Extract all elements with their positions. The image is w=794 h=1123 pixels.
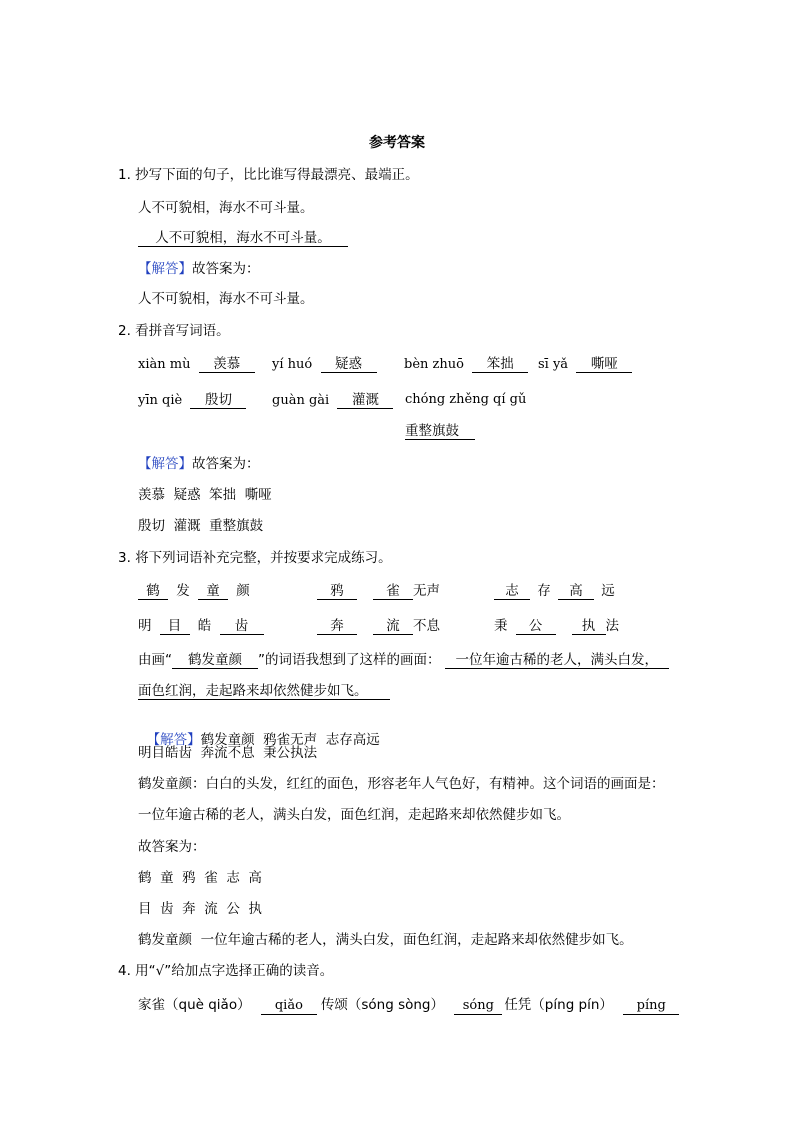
q2-answer-blank: 灌溉 <box>337 392 393 409</box>
q3-suffix: 法 <box>605 618 619 634</box>
q3-blank: 雀 <box>373 583 413 600</box>
q3-blank: 齿 <box>220 618 264 635</box>
q2-answer-blank: 疑惑 <box>321 356 377 373</box>
q3-blank: 执 <box>572 618 606 635</box>
pinyin: bèn zhuō <box>404 357 464 372</box>
q4-answer-blank: sóng <box>454 998 502 1015</box>
q1-result: 人不可貌相，海水不可斗量。 <box>138 291 314 307</box>
q3-blank: 志 <box>494 583 530 600</box>
q3-blank: 鸦 <box>317 583 357 600</box>
question-4: 4. 用“√”给加点字选择正确的读音。 <box>118 963 334 979</box>
pinyin: chóng zhěng qí gǔ <box>405 392 527 407</box>
q3-answer-line: 鹤发童颜 鸦雀无声 志存高远 <box>200 732 380 748</box>
q2-answer-blank: 嘶哑 <box>576 356 632 373</box>
pinyin: yí huó <box>272 357 313 372</box>
answer-tag: 【解答】 <box>138 456 192 472</box>
pinyin: sī yǎ <box>538 357 569 372</box>
q3-char: 发 <box>176 583 190 599</box>
result-label: 故答案为： <box>192 456 260 472</box>
q4-answer-blank: qiǎo <box>261 998 317 1015</box>
q2-answer-blank: 羡慕 <box>199 356 255 373</box>
answer-tag: 【解答】 <box>146 732 201 748</box>
q3-result-line: 鹤发童颜 一位年逾古稀的老人，满头白发，面色红润，走起路来却依然健步如飞。 <box>138 932 633 948</box>
q2-answer-blank: 笨拙 <box>472 356 528 373</box>
q3-explanation: 鹤发童颜：白白的头发，红红的面色，形容老年人气色好，有精神。这个词语的画面是： <box>138 776 665 792</box>
q3-prompt-blank: 鹤发童颜 <box>172 652 258 669</box>
q3-blank: 奔 <box>317 618 357 635</box>
q4-answer-blank: píng <box>623 998 679 1015</box>
q3-prompt-answer: 一位年逾古稀的老人，满头白发， <box>445 652 669 669</box>
question-1: 1. 抄写下面的句子，比比谁写得最漂亮、最端正。 <box>118 167 419 183</box>
q3-char: 颜 <box>236 583 250 599</box>
pinyin: guàn gài <box>272 393 330 408</box>
q3-prompt-text: 由画“ <box>138 652 172 668</box>
question-3: 3. 将下列词语补充完整，并按要求完成练习。 <box>118 550 392 566</box>
q3-char: 存 <box>537 583 551 599</box>
q3-blank: 公 <box>516 618 556 635</box>
q2-result-line: 殷切 灌溉 重整旗鼓 <box>138 518 264 534</box>
q3-result-line: 目 齿 奔 流 公 执 <box>138 901 262 917</box>
q3-prompt-answer: 面色红润，走起路来却依然健步如飞。 <box>138 683 390 700</box>
q3-prompt-text: ”的词语我想到了这样的画面： <box>258 652 441 668</box>
q3-blank: 流 <box>373 618 413 635</box>
pinyin: yīn qiè <box>138 393 183 408</box>
q1-sentence: 人不可貌相，海水不可斗量。 <box>138 200 314 216</box>
q3-result-line: 鹤 童 鸦 雀 志 高 <box>138 870 262 886</box>
q3-blank: 童 <box>198 583 228 600</box>
q3-blank: 目 <box>160 618 190 635</box>
q3-blank: 鹤 <box>138 583 168 600</box>
q4-word: 任凭（píng pín） <box>504 997 613 1013</box>
q4-word: 家雀（què qiǎo） <box>138 997 251 1013</box>
q3-suffix: 无声 <box>413 583 440 599</box>
q1-answer-line: 人不可貌相，海水不可斗量。 <box>138 230 348 247</box>
q3-char: 远 <box>601 583 615 599</box>
q4-word: 传颂（sóng sòng） <box>320 997 445 1013</box>
question-2: 2. 看拼音写词语。 <box>118 323 230 339</box>
q3-char: 秉 <box>494 618 508 634</box>
q3-suffix: 不息 <box>413 618 440 634</box>
q2-result-line: 羡慕 疑惑 笨拙 嘶哑 <box>138 487 272 503</box>
q3-char: 明 <box>138 618 152 634</box>
q3-char: 皓 <box>197 618 212 634</box>
q2-answer-blank: 殷切 <box>190 392 246 409</box>
q3-blank: 高 <box>558 583 594 600</box>
q3-answer-line: 明目皓齿 奔流不息 秉公执法 <box>138 745 318 761</box>
q3-explanation: 一位年逾古稀的老人，满头白发，面色红润，走起路来却依然健步如飞。 <box>138 807 570 823</box>
result-label: 故答案为： <box>192 261 260 277</box>
pinyin: xiàn mù <box>138 357 191 372</box>
page-title: 参考答案 <box>369 135 425 151</box>
q2-answer-blank: 重整旗鼓 <box>405 423 475 440</box>
answer-tag: 【解答】 <box>138 261 192 277</box>
result-label: 故答案为： <box>138 839 206 855</box>
